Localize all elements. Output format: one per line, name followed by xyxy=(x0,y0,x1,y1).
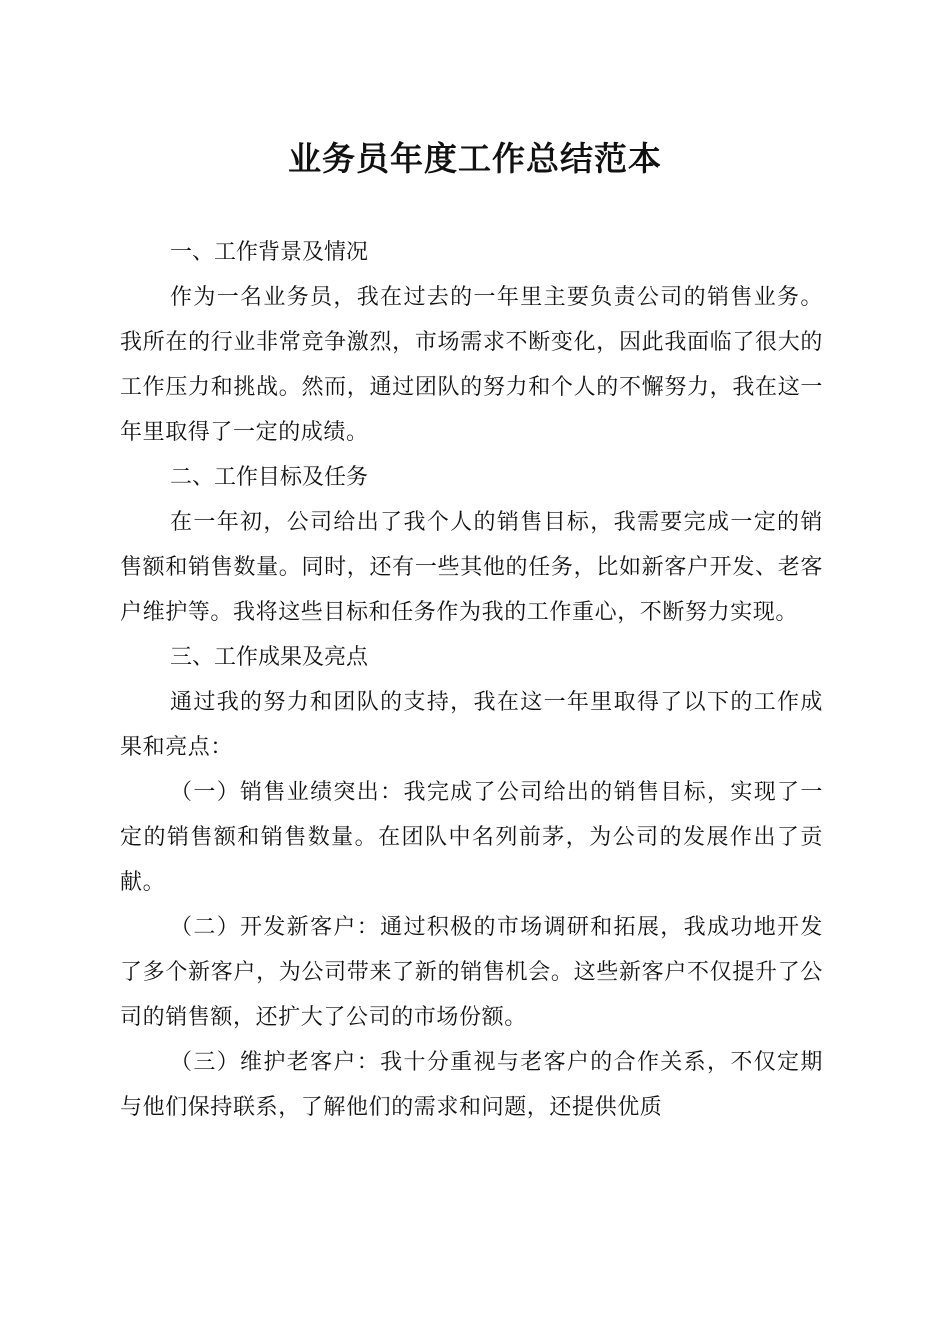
paragraph-result-new-clients: （二）开发新客户：通过积极的市场调研和拓展，我成功地开发了多个新客户，为公司带来了新的销售机会。这些新客户不仅提升了公司的销售额，还扩大了公司的市场份额。 xyxy=(120,915,823,1030)
section-heading-background: 一、工作背景及情况 xyxy=(170,240,369,265)
paragraph-background: 作为一名业务员，我在过去的一年里主要负责公司的销售业务。我所在的行业非常竞争激烈，市场需求不断变化，因此我面临了很大的工作压力和挑战。然而，通过团队的努力和个人的不懈努力，我在这一年里取得了一定的成绩。 xyxy=(120,285,823,445)
document-body xyxy=(120,230,823,1130)
paragraph-result-old-clients: （三）维护老客户：我十分重视与老客户的合作关系，不仅定期与他们保持联系，了解他们的需求和问题，还提供优质 xyxy=(120,1050,823,1120)
section-heading-goals: 二、工作目标及任务 xyxy=(170,465,369,490)
paragraph-goals: 在一年初，公司给出了我个人的销售目标，我需要完成一定的销售额和销售数量。同时，还有一些其他的任务，比如新客户开发、老客户维护等。我将这些目标和任务作为我的工作重心，不断努力实现。 xyxy=(120,510,823,625)
section-heading-results: 三、工作成果及亮点 xyxy=(170,645,369,670)
paragraph-results-intro: 通过我的努力和团队的支持，我在这一年里取得了以下的工作成果和亮点： xyxy=(120,690,823,760)
paragraph-result-sales: （一）销售业绩突出：我完成了公司给出的销售目标，实现了一定的销售额和销售数量。在团队中名列前茅，为公司的发展作出了贡献。 xyxy=(120,780,823,895)
page-title: 业务员年度工作总结范本 xyxy=(288,139,662,178)
